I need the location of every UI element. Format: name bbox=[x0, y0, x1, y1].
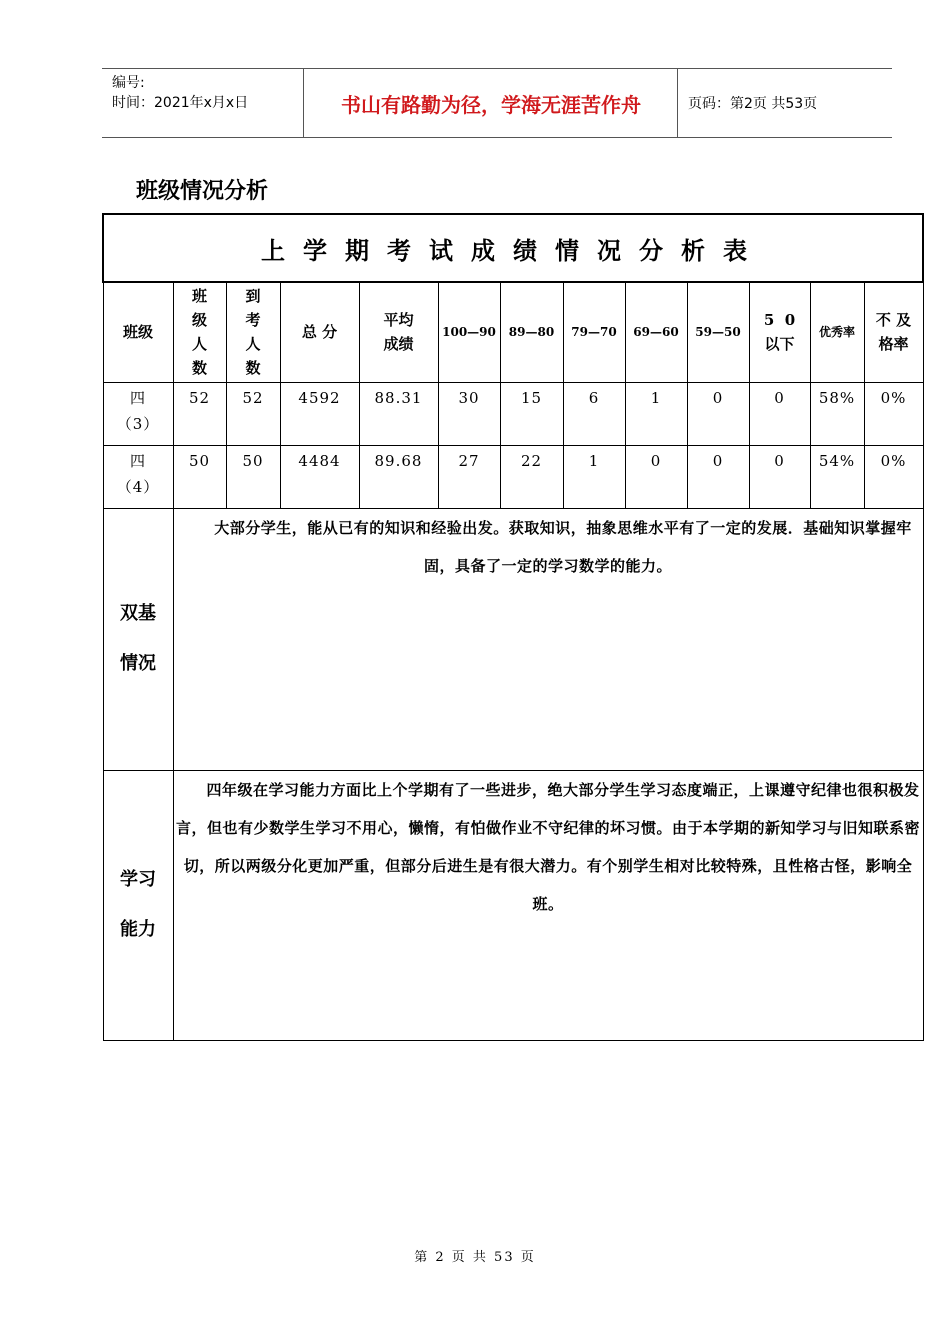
header-below-50: 5 0 以下 bbox=[749, 282, 810, 382]
row-class: 四 （4） bbox=[103, 445, 173, 508]
header-total: 总 分 bbox=[280, 282, 359, 382]
header-average: 平均 成绩 bbox=[359, 282, 438, 382]
header-class: 班级 bbox=[103, 282, 173, 382]
row-average: 89.68 bbox=[359, 445, 438, 508]
header-excellent-rate: 优秀率 bbox=[810, 282, 864, 382]
time-label: 时间：2021年x月x日 bbox=[112, 95, 249, 111]
table-header-row bbox=[103, 282, 923, 382]
header-fail-rate: 不 及 格率 bbox=[864, 282, 923, 382]
basics-text: 大部分学生，能从已有的知识和经验出发。获取知识，抽象思维水平有了一定的发展．基础知识掌握牢固，具备了一定的学习数学的能力。 bbox=[173, 508, 923, 770]
basics-row bbox=[103, 508, 923, 770]
header-range-69-60: 69—60 bbox=[625, 282, 687, 382]
header-range-59-50: 59—50 bbox=[687, 282, 749, 382]
header-motto: 书山有路勤为径，学海无涯苦作舟 bbox=[305, 69, 678, 137]
row-range-59-50: 0 bbox=[687, 445, 749, 508]
row-average: 88.31 bbox=[359, 382, 438, 445]
row-range-69-60: 1 bbox=[625, 382, 687, 445]
header-page-label: 页码：第2页 共53页 bbox=[688, 96, 818, 112]
ability-label: 学习 能力 bbox=[103, 770, 173, 1040]
header-range-79-70: 79—70 bbox=[563, 282, 625, 382]
section-title: 班级情况分析 bbox=[136, 178, 269, 204]
score-analysis-table bbox=[102, 213, 924, 1041]
row-range-100-90: 27 bbox=[438, 445, 500, 508]
header-meta bbox=[102, 69, 304, 137]
row-below-50: 0 bbox=[749, 445, 810, 508]
row-fail-rate: 0% bbox=[864, 382, 923, 445]
row-range-59-50: 0 bbox=[687, 382, 749, 445]
page-footer: 第 2 页 共 53 页 bbox=[414, 1250, 536, 1265]
page-header bbox=[102, 68, 892, 138]
header-class-size: 班 级 人 数 bbox=[173, 282, 226, 382]
row-range-89-80: 15 bbox=[500, 382, 563, 445]
ability-row bbox=[103, 770, 923, 1040]
number-label: 编号: bbox=[112, 75, 145, 91]
row-range-100-90: 30 bbox=[438, 382, 500, 445]
row-present: 52 bbox=[226, 382, 280, 445]
row-class-size: 50 bbox=[173, 445, 226, 508]
row-excellent-rate: 54% bbox=[810, 445, 864, 508]
row-excellent-rate: 58% bbox=[810, 382, 864, 445]
row-class: 四 （3） bbox=[103, 382, 173, 445]
row-total: 4592 bbox=[280, 382, 359, 445]
table-row bbox=[103, 445, 923, 508]
row-present: 50 bbox=[226, 445, 280, 508]
header-range-89-80: 89—80 bbox=[500, 282, 563, 382]
row-range-79-70: 1 bbox=[563, 445, 625, 508]
row-fail-rate: 0% bbox=[864, 445, 923, 508]
row-range-79-70: 6 bbox=[563, 382, 625, 445]
ability-text: 四年级在学习能力方面比上个学期有了一些进步，绝大部分学生学习态度端正，上课遵守纪律也很积极发言，但也有少数学生学习不用心，懒惰，有怕做作业不守纪律的坏习惯。由于本学期的新知学习与旧知联系密切，所以两级分化更加严重，但部分后进生是有很大潜力。有个别学生相对比较特殊，且性格古怪，影响全班。 bbox=[173, 770, 923, 1040]
row-range-69-60: 0 bbox=[625, 445, 687, 508]
header-range-100-90: 100—90 bbox=[438, 282, 500, 382]
row-range-89-80: 22 bbox=[500, 445, 563, 508]
table-row bbox=[103, 382, 923, 445]
row-below-50: 0 bbox=[749, 382, 810, 445]
basics-label: 双基 情况 bbox=[103, 508, 173, 770]
header-present: 到 考 人 数 bbox=[226, 282, 280, 382]
row-total: 4484 bbox=[280, 445, 359, 508]
row-class-size: 52 bbox=[173, 382, 226, 445]
table-title: 上学期考试成绩情况分析表 bbox=[103, 214, 923, 282]
